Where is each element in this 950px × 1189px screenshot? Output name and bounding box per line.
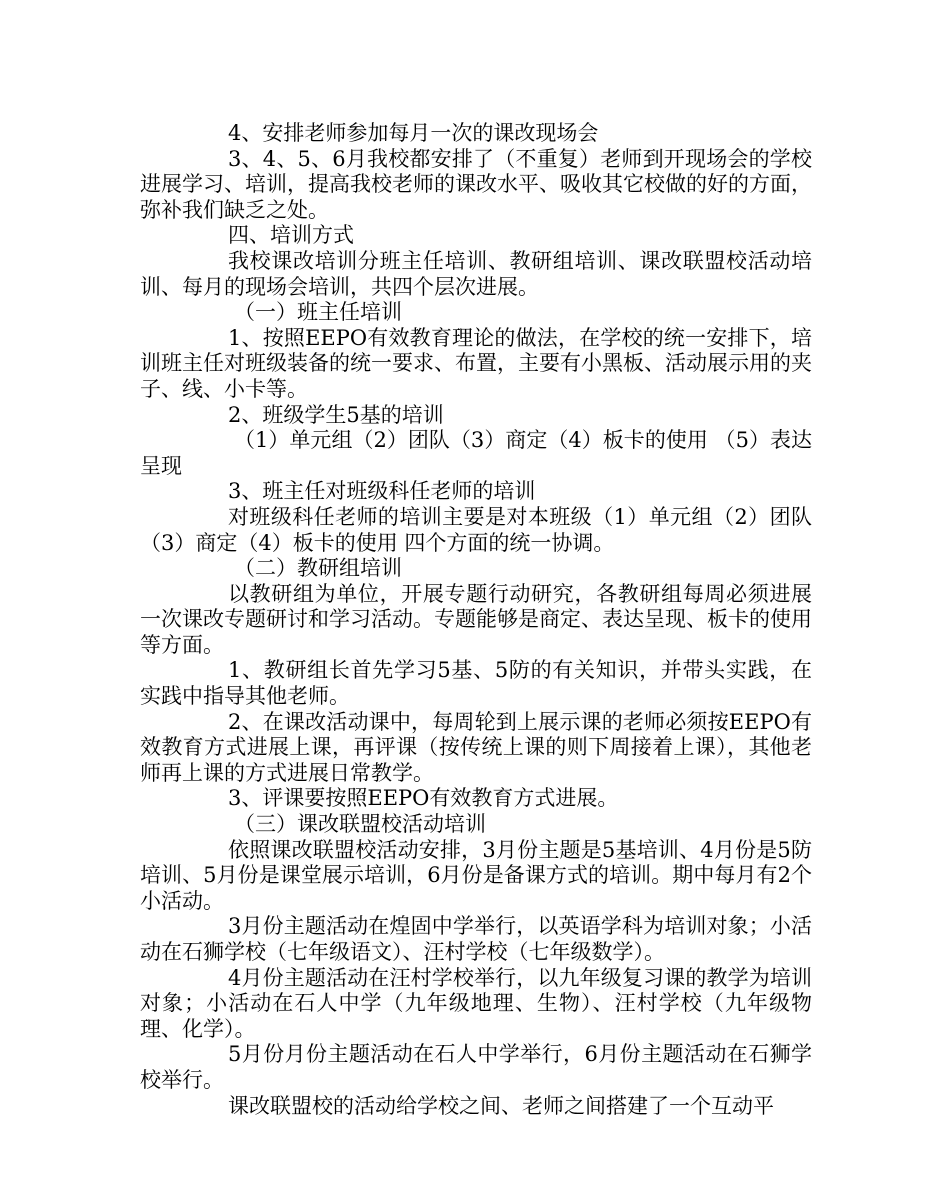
document-body xyxy=(140,121,812,1119)
paragraph: 1、教研组长首先学习5基、5防的有关知识，并带头实践，在实践中指导其他老师。 xyxy=(140,658,812,709)
paragraph: 4、安排老师参加每月一次的课改现场会 xyxy=(228,121,599,145)
paragraph: 1、按照EEPO有效教育理论的做法，在学校的统一安排下，培训班主任对班级装备的统一要求、布置，主要有小黑板、活动展示用的夹子、线、小卡等。 xyxy=(140,325,812,401)
subsection-heading: （一）班主任培训 xyxy=(234,300,402,325)
paragraph: （1）单元组（2）团队（3）商定（4）板卡的使用 （5）表达呈现 xyxy=(140,428,812,478)
paragraph: 3、班主任对班级科任老师的培训 xyxy=(228,479,536,504)
paragraph: 2、在课改活动课中，每周轮到上展示课的老师必须按EEPO有效教育方式进展上课，再评课（按传统上课的则下周接着上课），其他老师再上课的方式进展日常教学。 xyxy=(140,709,812,785)
paragraph: 对班级科任老师的培训主要是对本班级（1）单元组（2）团队（3）商定（4）板卡的使用 四个方面的统一协调。 xyxy=(140,504,812,555)
paragraph: 4月份主题活动在汪村学校举行，以九年级复习课的教学为培训对象；小活动在石人中学（九年级地理、生物）、汪村学校（九年级物理、化学）。 xyxy=(140,965,812,1041)
section-heading: 四、培训方式 xyxy=(228,223,354,248)
paragraph: 2、班级学生5基的培训 xyxy=(228,402,444,427)
paragraph: 3、4、5、6月我校都安排了（不重复）老师到开现场会的学校进展学习、培训，提高我校老师的课改水平、吸收其它校做的好的方面，弥补我们缺乏之处。 xyxy=(140,146,812,222)
paragraph: 3、评课要按照EEPO有效教育方式进展。 xyxy=(228,786,619,811)
subsection-heading: （二）教研组培训 xyxy=(234,556,402,581)
paragraph: 3月份主题活动在煌固中学举行，以英语学科为培训对象；小活动在石狮学校（七年级语文）、汪村学校（七年级数学）。 xyxy=(140,914,812,964)
paragraph: 课改联盟校的活动给学校之间、老师之间搭建了一个互动平 xyxy=(228,1093,774,1118)
paragraph: 依照课改联盟校活动安排，3月份主题是5基培训、4月份是5防培训、5月份是课堂展示培训，6月份是备课方式的培训。期中每月有2个小活动。 xyxy=(140,837,812,913)
paragraph: 以教研组为单位，开展专题行动研究，各教研组每周必须进展一次课改专题研讨和学习活动。专题能够是商定、表达呈现、板卡的使用等方面。 xyxy=(140,581,812,657)
paragraph: 我校课改培训分班主任培训、教研组培训、课改联盟校活动培训、每月的现场会培训，共四个层次进展。 xyxy=(140,248,812,299)
subsection-heading: （三）课改联盟校活动培训 xyxy=(234,812,486,837)
paragraph: 5月份月份主题活动在石人中学举行，6月份主题活动在石狮学校举行。 xyxy=(140,1042,812,1092)
